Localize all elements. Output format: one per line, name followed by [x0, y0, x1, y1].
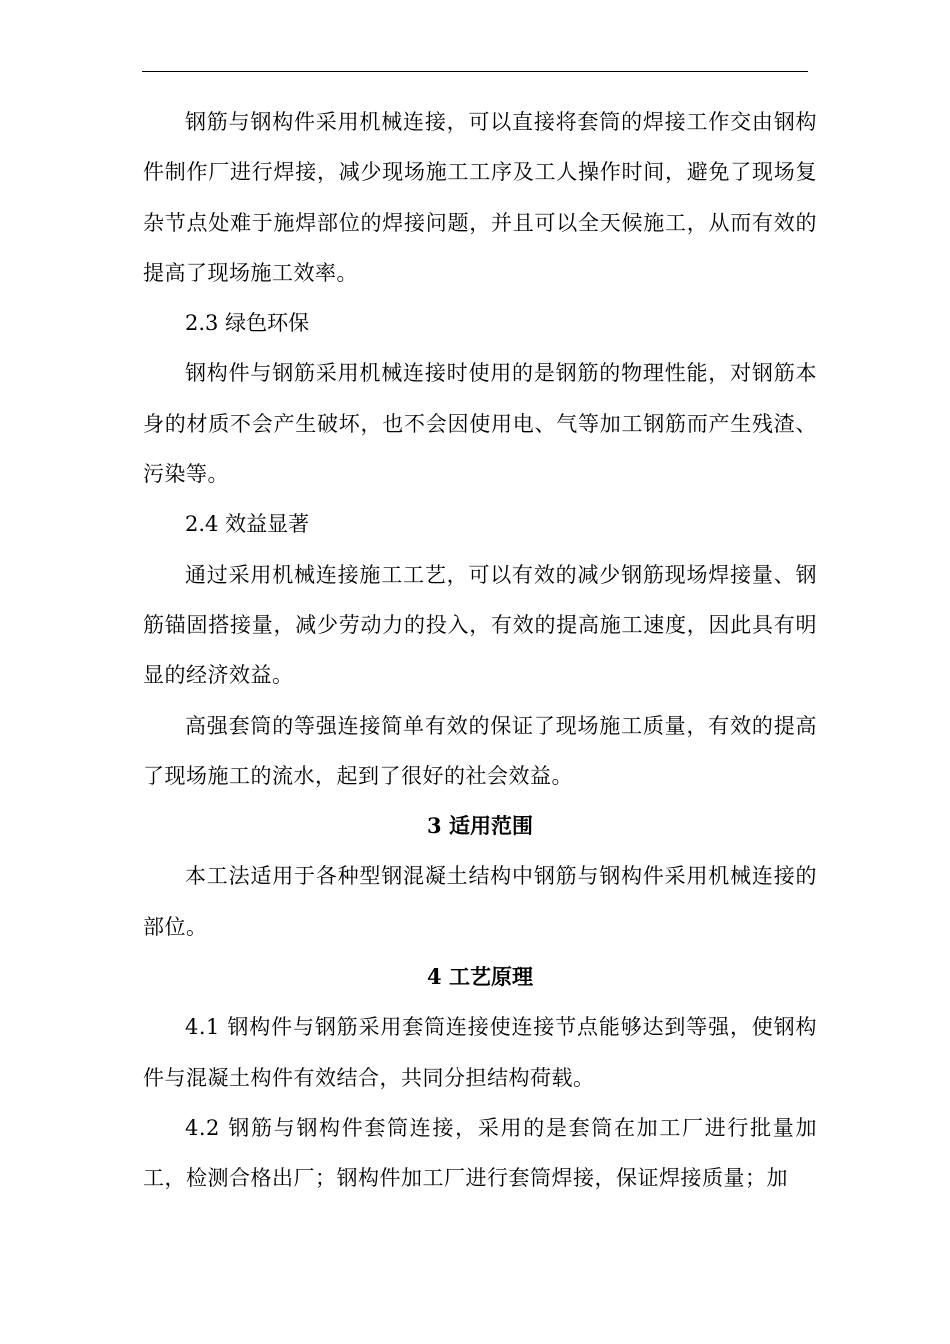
- paragraph-green-environment: 钢构件与钢筋采用机械连接时使用的是钢筋的物理性能，对钢筋本身的材质不会产生破坏，也不会因使用电、气等加工钢筋而产生残渣、污染等。: [143, 361, 817, 487]
- subheading-2-4: 2.4 效益显著: [185, 512, 310, 537]
- paragraph-mechanical-connection-efficiency: 钢筋与钢构件采用机械连接，可以直接将套筒的焊接工作交由钢构件制作厂进行焊接，减少现场施工工序及工人操作时间，避免了现场复杂节点处难于施焊部位的焊接问题，并且可以全天候施工，从而有效的提高了现场施工效率。: [143, 110, 817, 285]
- paragraph-scope: 本工法适用于各种型钢混凝土结构中钢筋与钢构件采用机械连接的部位。: [143, 864, 817, 939]
- paragraph-4-1: 4.1 钢构件与钢筋采用套筒连接使连接节点能够达到等强，使钢构件与混凝土构件有效结合，共同分担结构荷载。: [143, 1015, 817, 1090]
- section-title-4: 4 工艺原理: [427, 964, 533, 990]
- header-rule: [142, 71, 808, 72]
- section-title-3: 3 适用范围: [427, 813, 533, 839]
- paragraph-4-2: 4.2 钢筋与钢构件套筒连接，采用的是套筒在加工厂进行批量加工，检测合格出厂；钢构件加工厂进行套筒焊接，保证焊接质量；加: [143, 1115, 817, 1191]
- paragraph-social-benefit: 高强套筒的等强连接简单有效的保证了现场施工质量，有效的提高了现场施工的流水，起到了很好的社会效益。: [143, 713, 817, 788]
- document-body: [143, 97, 817, 1204]
- paragraph-economic-benefit: 通过采用机械连接施工工艺，可以有效的减少钢筋现场焊接量、钢筋锚固搭接量，减少劳动力的投入，有效的提高施工速度，因此具有明显的经济效益。: [143, 562, 817, 688]
- subheading-2-3: 2.3 绿色环保: [185, 311, 310, 336]
